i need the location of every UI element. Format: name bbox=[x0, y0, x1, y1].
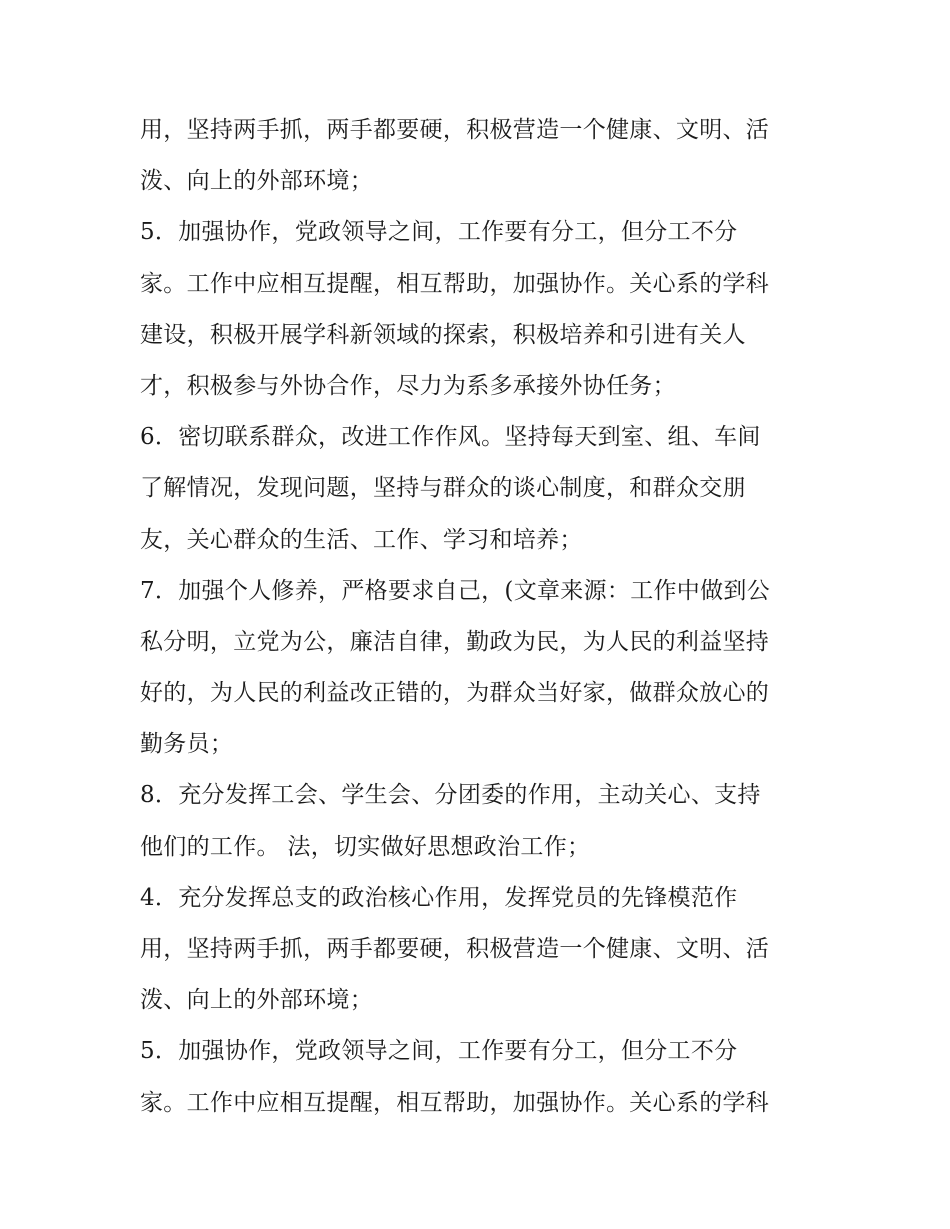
text-line: 用，坚持两手抓，两手都要硬，积极营造一个健康、文明、活 bbox=[140, 117, 770, 143]
text-line: 8．充分发挥工会、学生会、分团委的作用，主动关心、支持 bbox=[140, 782, 761, 809]
text-line: 才，积极参与外协合作，尽力为系多承接外协任务； bbox=[140, 372, 676, 399]
text-line: 5．加强协作，党政领导之间，工作要有分工，但分工不分 bbox=[140, 1038, 738, 1065]
text-line: 好的，为人民的利益改正错的，为群众当好家，做群众放心的 bbox=[140, 680, 770, 707]
document-body bbox=[140, 105, 820, 1129]
text-line: 家。工作中应相互提醒，相互帮助，加强协作。关心系的学科 bbox=[140, 1089, 770, 1116]
text-line: 7．加强个人修养，严格要求自己，(文章来源：工作中做到公 bbox=[140, 577, 771, 604]
text-line: 了解情况，发现问题，坚持与群众的谈心制度，和群众交朋 bbox=[140, 475, 746, 502]
text-line: 5．加强协作，党政领导之间，工作要有分工，但分工不分 bbox=[140, 219, 738, 246]
text-line: 友，关心群众的生活、工作、学习和培养； bbox=[140, 526, 583, 553]
text-line: 他们的工作。 法，切实做好思想政治工作； bbox=[140, 833, 591, 860]
text-line: 4．充分发挥总支的政治核心作用，发挥党员的先锋模范作 bbox=[140, 884, 738, 911]
text-line: 泼、向上的外部环境； bbox=[140, 168, 373, 195]
text-line: 用，坚持两手抓，两手都要硬，积极营造一个健康、文明、活 bbox=[140, 936, 770, 962]
text-line: 家。工作中应相互提醒，相互帮助，加强协作。关心系的学科 bbox=[140, 270, 770, 297]
text-line: 建设，积极开展学科新领域的探索，积极培养和引进有关人 bbox=[140, 321, 746, 348]
text-line: 私分明，立党为公，廉洁自律，勤政为民，为人民的利益坚持 bbox=[140, 628, 770, 655]
text-line: 勤务员； bbox=[140, 731, 234, 758]
text-line: 泼、向上的外部环境； bbox=[140, 987, 373, 1014]
text-line: 6．密切联系群众，改进工作作风。坚持每天到室、组、车间 bbox=[140, 424, 761, 451]
